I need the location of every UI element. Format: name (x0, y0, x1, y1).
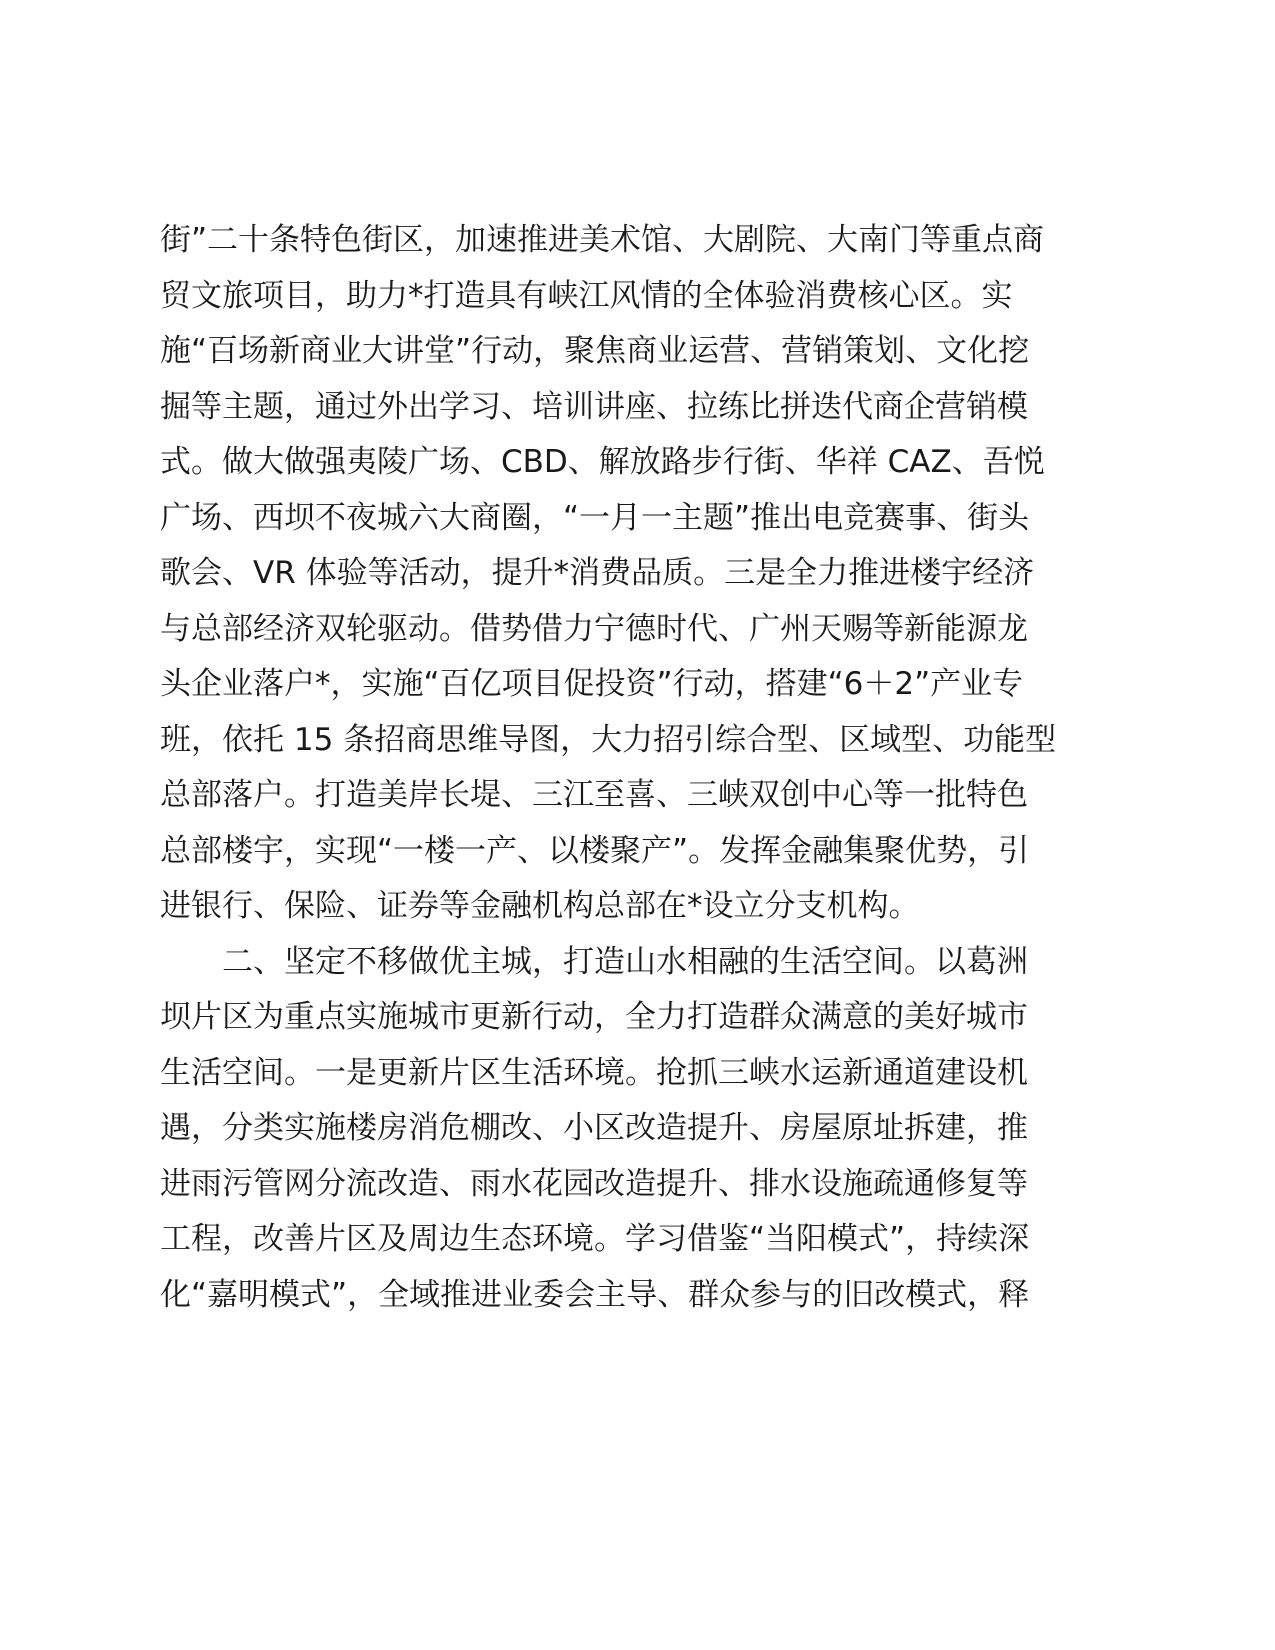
text-line: 进雨污管网分流改造、雨水花园改造提升、排水设施疏通修复等 (160, 1165, 1028, 1202)
text-line: 工程，改善片区及周边生态环境。学习借鉴“当阳模式”，持续深 (160, 1221, 1030, 1257)
text-line: 总部楼宇，实现“一楼一产、以楼聚产”。发挥金融集聚优势，引 (160, 832, 1030, 869)
text-line: 式。做大做强夷陵广场、CBD、解放路步行街、华祥 CAZ、吾悦 (160, 444, 1045, 480)
text-line: 歌会、VR 体验等活动，提升*消费品质。三是全力推进楼宇经济 (160, 555, 1035, 591)
text-line: 贸文旅项目，助力*打造具有峡江风情的全体验消费核心区。实 (160, 277, 1013, 314)
text-line: 总部落户。打造美岸长堤、三江至喜、三峡双创中心等一批特色 (160, 777, 1028, 813)
text-line: 坝片区为重点实施城市更新行动，全力打造群众满意的美好城市 (160, 999, 1028, 1035)
text-line: 掘等主题，通过外出学习、培训讲座、拉练比拼迭代商企营销模 (160, 388, 1028, 425)
text-line: 与总部经济双轮驱动。借势借力宁德时代、广州天赐等新能源龙 (160, 610, 1028, 647)
text-line: 班，依托 15 条招商思维导图，大力招引综合型、区域型、功能型 (160, 721, 1057, 758)
body-text (160, 213, 1100, 1323)
text-line: 头企业落户*，实施“百亿项目促投资”行动，搭建“6＋2”产业专 (160, 666, 1024, 702)
text-line: 遇，分类实施楼房消危棚改、小区改造提升、房屋原址拆建，推 (160, 1110, 1028, 1146)
text-line: 施“百场新商业大讲堂”行动，聚焦商业运营、营销策划、文化挖 (160, 333, 1030, 369)
text-line: 化“嘉明模式”，全域推进业委会主导、群众参与的旧改模式，释 (160, 1276, 1030, 1313)
text-line: 进银行、保险、证券等金融机构总部在*设立分支机构。 (160, 888, 920, 924)
section-heading-line: 二、坚定不移做优主城，打造山水相融的生活空间。以葛洲 (222, 943, 1028, 980)
text-line: 街”二十条特色街区，加速推进美术馆、大剧院、大南门等重点商 (160, 222, 1045, 258)
text-line: 广场、西坝不夜城六大商圈，“一月一主题”推出电竞赛事、街头 (160, 499, 1030, 536)
text-line: 生活空间。一是更新片区生活环境。抢抓三峡水运新通道建设机 (160, 1054, 1028, 1091)
